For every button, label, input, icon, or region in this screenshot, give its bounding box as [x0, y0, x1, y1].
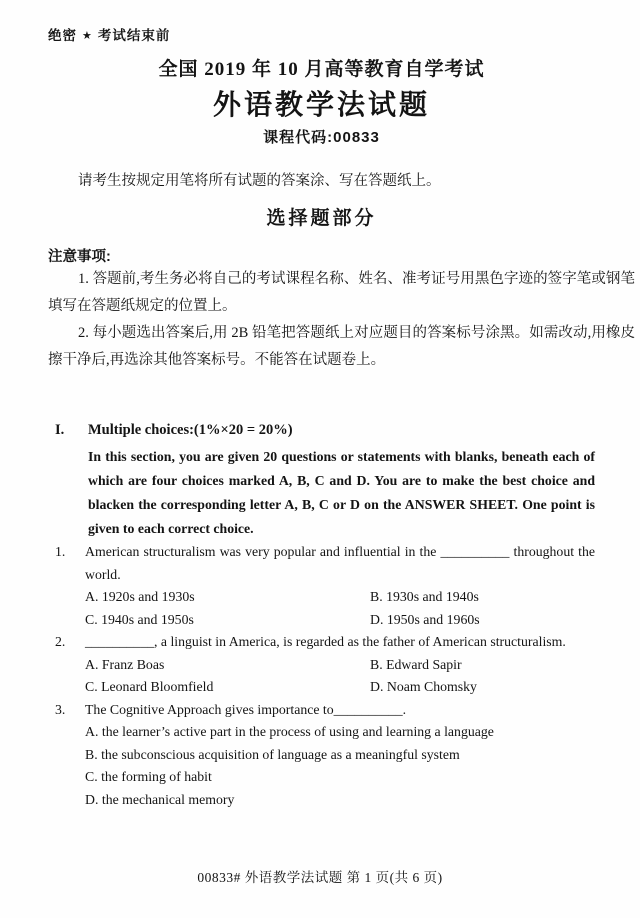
question-2-option-c: C. Leonard Bloomfield: [85, 679, 214, 694]
question-3-option-d: D. the mechanical memory: [85, 791, 235, 807]
question-1: [48, 541, 595, 631]
question-3-option-c: C. the forming of habit: [85, 769, 212, 784]
question-1-options: [85, 586, 595, 631]
question-2: [48, 631, 595, 699]
question-2-option-d: D. Noam Chomsky: [370, 679, 477, 694]
security-note: 考试结束前: [97, 28, 171, 43]
question-1-option-a: A. 1920s and 1930s: [85, 589, 195, 604]
question-2-option-a: A. Franz Boas: [85, 656, 165, 672]
question-3-body: [85, 699, 595, 812]
security-label: 绝密: [48, 28, 77, 43]
answer-instruction: 请考生按规定用笔将所有试题的答案涂、写在答题纸上。: [78, 173, 441, 189]
part1-number: I.: [55, 422, 65, 438]
question-2-body: [85, 631, 595, 699]
notice-item-2: 2. 每小题选出答案后,用 2B 铅笔把答题纸上对应题目的答案标号涂黑。如需改动,用橡皮擦干净后,再选涂其他答案标号。不能答在试题卷上。: [48, 325, 635, 368]
question-3-options: [85, 721, 595, 811]
star-icon: ★: [82, 30, 93, 42]
question-1-text: American structuralism was very popular and influential in the __________ throughout the world.: [85, 544, 595, 582]
question-1-number: 1.: [55, 544, 66, 559]
notice-item-1: 1. 答题前,考生务必将自己的考试课程名称、姓名、准考证号用黑色字迹的签字笔或钢笔填写在答题纸规定的位置上。: [48, 271, 635, 314]
question-2-number: 2.: [55, 634, 66, 649]
question-2-options: [85, 654, 595, 699]
question-3-option-b: B. the subconscious acquisition of language as a meaningful system: [85, 746, 460, 762]
question-2-option-b: B. Edward Sapir: [370, 656, 462, 672]
part1-heading: [48, 422, 595, 439]
page-footer: 00833# 外语教学法试题 第 1 页(共 6 页): [197, 870, 443, 885]
course-code: 课程代码:00833: [263, 129, 380, 146]
question-3-option-a: A. the learner’s active part in the process of using and learning a language: [85, 724, 494, 739]
question-1-option-c: C. 1940s and 1950s: [85, 611, 194, 627]
security-classification: [48, 24, 595, 44]
question-1-body: [85, 541, 595, 631]
question-3-number: 3.: [55, 701, 66, 717]
notice-title: 注意事项:: [48, 249, 111, 265]
question-1-option-b: B. 1930s and 1940s: [370, 589, 479, 604]
exam-session-title: 全国 2019 年 10 月高等教育自学考试: [158, 59, 485, 80]
section-header-multiple-choice: 选择题部分: [266, 208, 377, 229]
question-2-text: __________, a linguist in America, is regarded as the father of American structuralism.: [85, 634, 566, 649]
paper-title: 外语教学法试题: [212, 89, 430, 120]
part1-title: Multiple choices:(1%×20 = 20%): [88, 422, 293, 438]
question-3-text: The Cognitive Approach gives importance to__________.: [85, 701, 407, 717]
question-3: [48, 699, 595, 812]
question-1-option-d: D. 1950s and 1960s: [370, 611, 480, 627]
part1-instructions: In this section, you are given 20 questions or statements with blanks, beneath each of which are four choices marked A, B, C and D. You are to make the best choice and blacken the corresponding letter A, B, C or D on the ANSWER SHEET. One point is given to each correct choice.: [88, 449, 595, 536]
